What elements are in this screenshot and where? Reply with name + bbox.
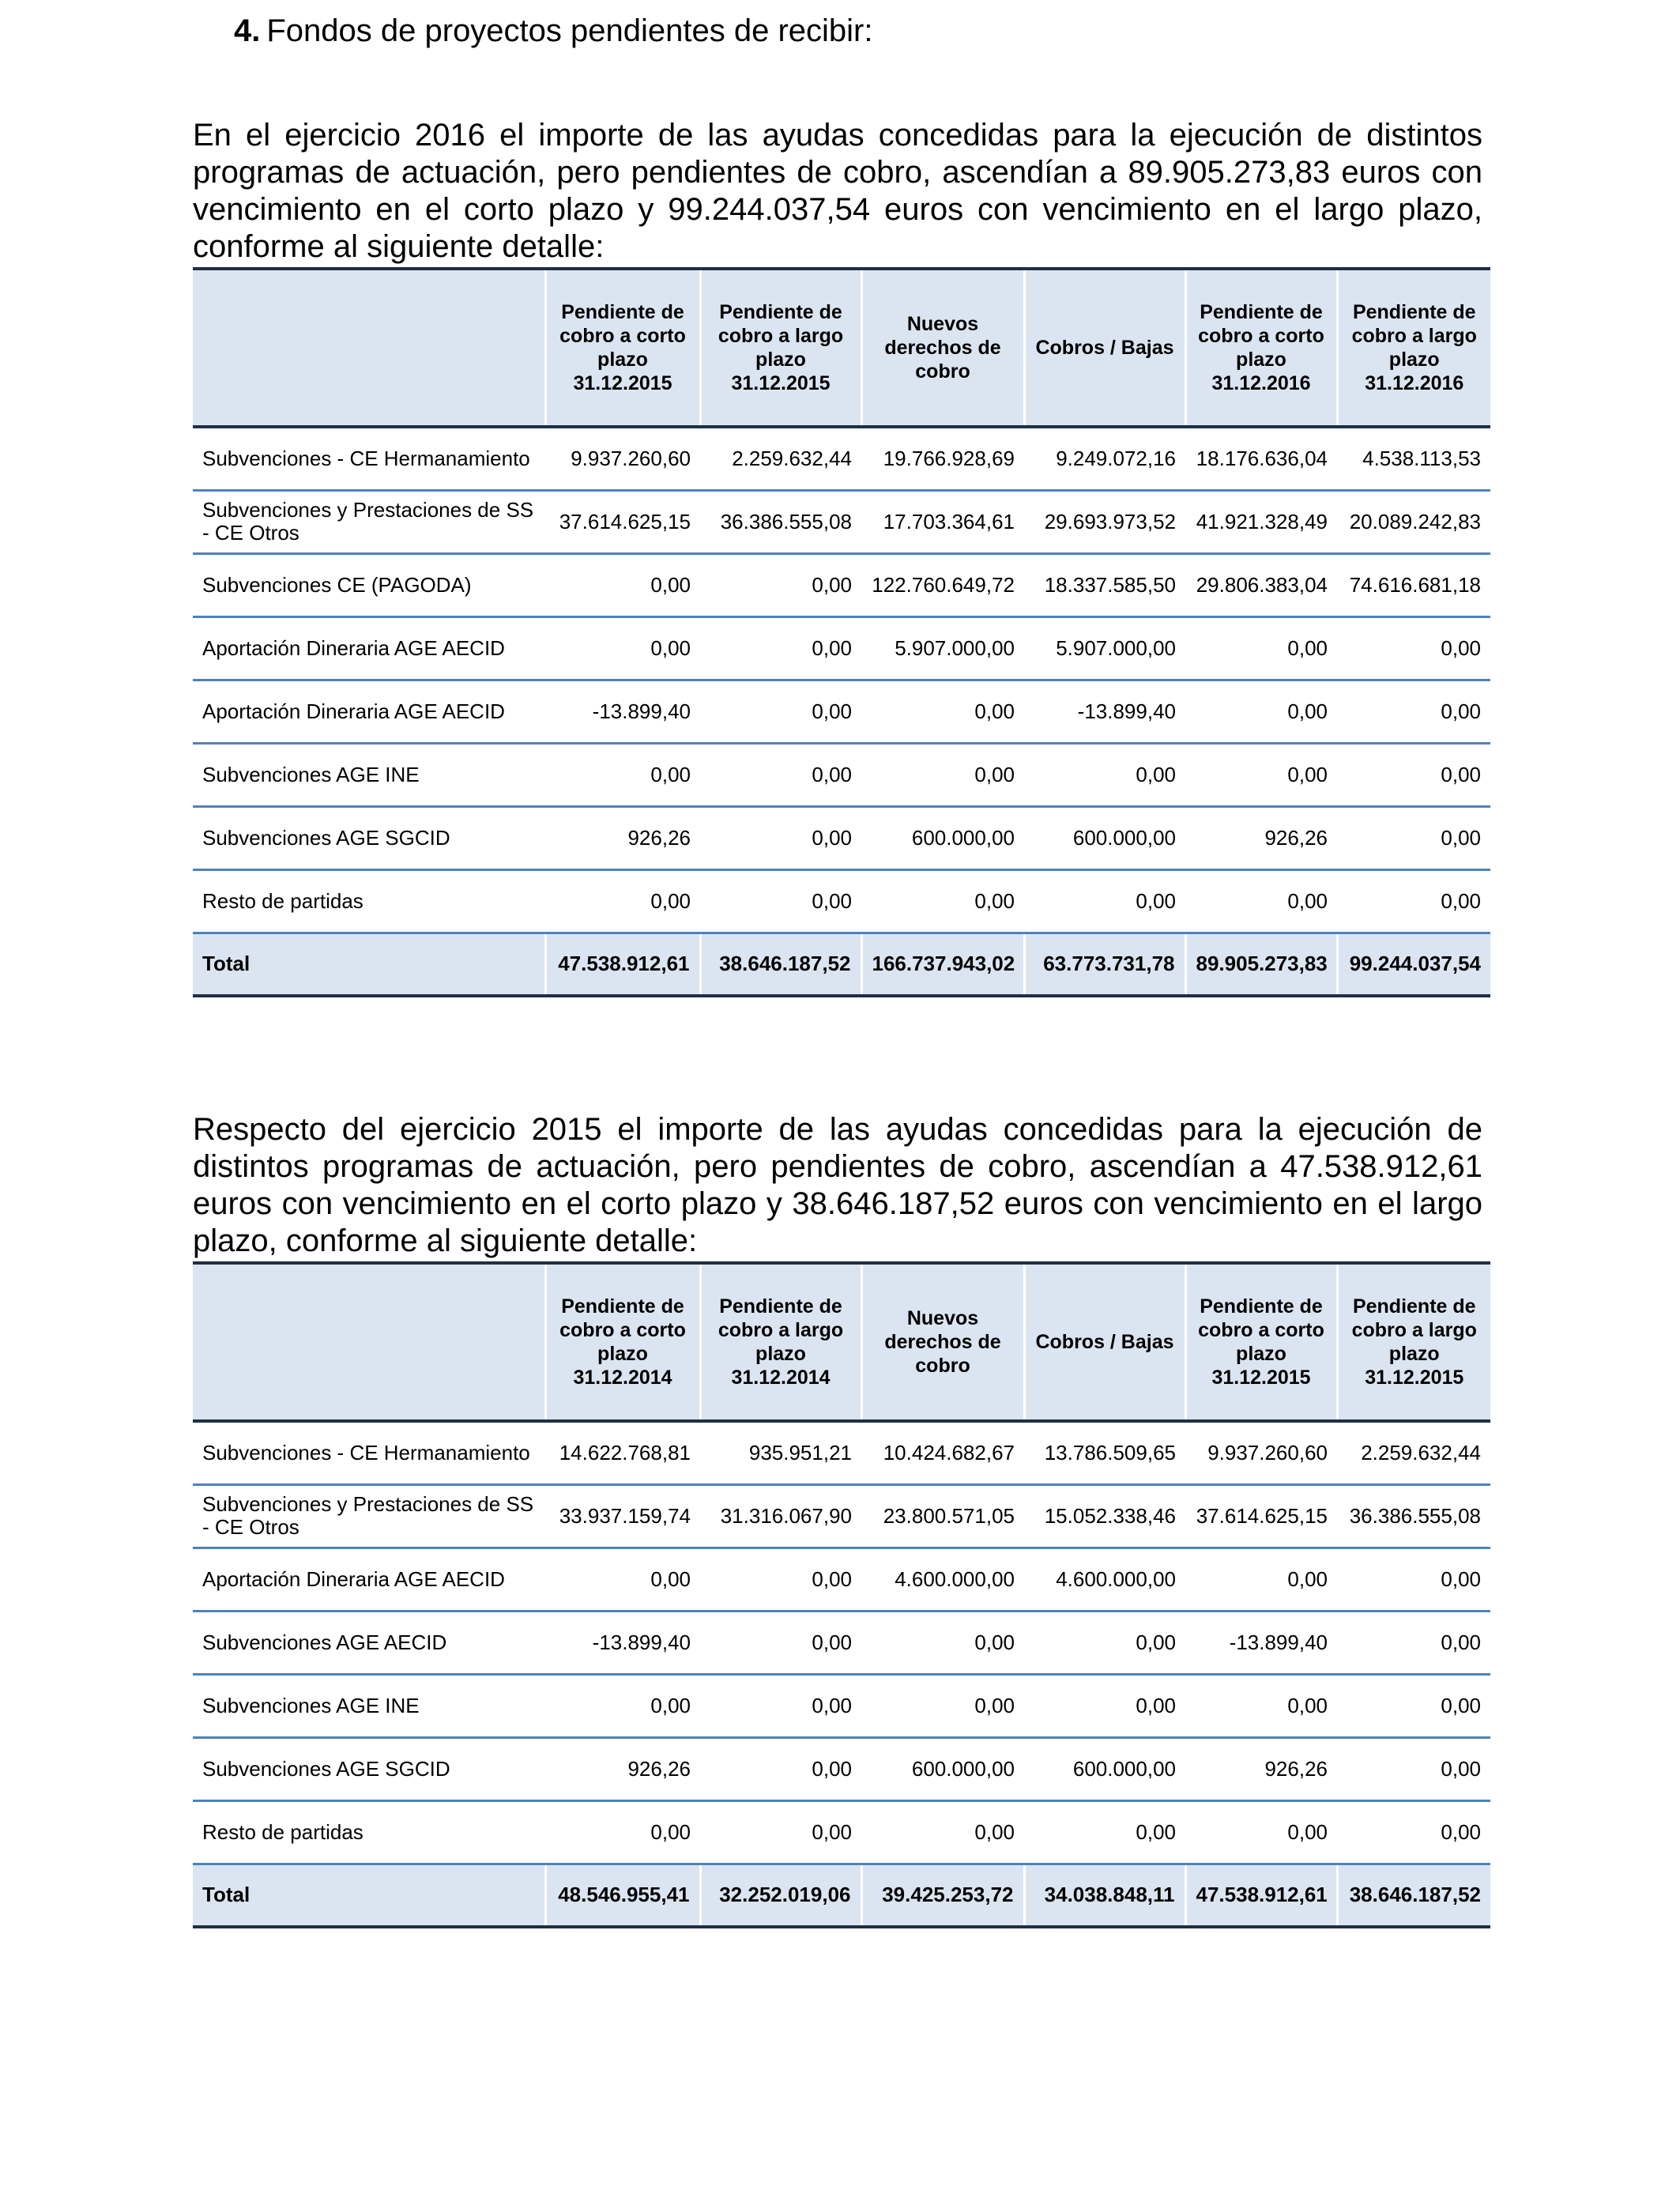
table-cell: 0,00 [1337,1800,1490,1864]
header-cell-label [193,1263,545,1421]
row-label: Subvenciones - CE Hermanamiento [193,1421,545,1484]
table-cell: 18.337.585,50 [1024,553,1185,616]
table-cell: 0,00 [1185,1800,1337,1864]
table-row [193,1611,1490,1674]
table-cell: 0,00 [1337,743,1490,806]
table-cell: 13.786.509,65 [1024,1421,1185,1484]
table-cell: 0,00 [545,869,700,933]
table-row [193,1421,1490,1484]
table-cell: 0,00 [545,553,700,616]
table-cell: 0,00 [1185,869,1337,933]
total-label: Total [193,1864,545,1927]
table-cell: 0,00 [545,1547,700,1611]
table-cell: 0,00 [861,1674,1024,1737]
table-cell: 23.800.571,05 [861,1484,1024,1547]
header-cell: Pendiente de cobro a corto plazo 31.12.2015 [1185,1263,1337,1421]
table-cell: 9.249.072,16 [1024,427,1185,490]
table-cell: 122.760.649,72 [861,553,1024,616]
total-cell: 89.905.273,83 [1185,933,1337,996]
section-heading [234,11,873,51]
total-cell: 34.038.848,11 [1024,1864,1185,1927]
table-cell: 0,00 [1337,806,1490,869]
total-cell: 63.773.731,78 [1024,933,1185,996]
header-cell: Pendiente de cobro a largo plazo 31.12.2014 [700,1263,861,1421]
table-cell: 926,26 [545,806,700,869]
table-cell: 926,26 [1185,1737,1337,1800]
table-row [193,1484,1490,1547]
total-cell: 99.244.037,54 [1337,933,1490,996]
table-cell: 36.386.555,08 [700,490,861,553]
table-cell: 0,00 [1185,1674,1337,1737]
table-cell: 19.766.928,69 [861,427,1024,490]
table-cell: 0,00 [700,1547,861,1611]
table-cell: 0,00 [1337,869,1490,933]
total-cell: 39.425.253,72 [861,1864,1024,1927]
table-cell: -13.899,40 [1024,680,1185,743]
table-cell: 0,00 [1024,869,1185,933]
table-cell: 0,00 [700,1737,861,1800]
table-cell: 14.622.768,81 [545,1421,700,1484]
table-row [193,743,1490,806]
table-row [193,1800,1490,1864]
table-cell: 0,00 [700,1674,861,1737]
row-label: Subvenciones AGE INE [193,1674,545,1737]
header-cell: Pendiente de cobro a corto plazo 31.12.2016 [1185,269,1337,427]
row-label: Subvenciones y Prestaciones de SS - CE Otros [193,490,545,553]
table-cell: 0,00 [1185,743,1337,806]
row-label: Aportación Dineraria AGE AECID [193,616,545,680]
row-label: Aportación Dineraria AGE AECID [193,680,545,743]
table-cell: 0,00 [700,743,861,806]
table-cell: 0,00 [1185,616,1337,680]
total-label: Total [193,933,545,996]
table-cell: 0,00 [1337,1547,1490,1611]
table-cell: 0,00 [545,1674,700,1737]
row-label: Subvenciones AGE SGCID [193,1737,545,1800]
table-cell: 0,00 [1024,1611,1185,1674]
total-cell: 48.546.955,41 [545,1864,700,1927]
table-cell: 9.937.260,60 [1185,1421,1337,1484]
table-cell: 0,00 [861,1800,1024,1864]
table-cell: 31.316.067,90 [700,1484,861,1547]
header-cell: Cobros / Bajas [1024,269,1185,427]
table-row [193,490,1490,553]
table-cell: 0,00 [700,616,861,680]
table-cell: 0,00 [700,680,861,743]
table-cell: 74.616.681,18 [1337,553,1490,616]
table-cell: 37.614.625,15 [1185,1484,1337,1547]
total-cell: 38.646.187,52 [700,933,861,996]
table-header-row [193,1263,1490,1421]
table-cell: 600.000,00 [1024,806,1185,869]
table-cell: 41.921.328,49 [1185,490,1337,553]
total-row [193,933,1490,996]
header-cell: Cobros / Bajas [1024,1263,1185,1421]
row-label: Subvenciones y Prestaciones de SS - CE Otros [193,1484,545,1547]
table-row [193,806,1490,869]
row-label: Subvenciones AGE INE [193,743,545,806]
table-cell: 15.052.338,46 [1024,1484,1185,1547]
table-row [193,427,1490,490]
table-row [193,553,1490,616]
row-label: Aportación Dineraria AGE AECID [193,1547,545,1611]
table-cell: 0,00 [545,616,700,680]
table-cell: 37.614.625,15 [545,490,700,553]
table-cell: 0,00 [1185,680,1337,743]
row-label: Subvenciones AGE SGCID [193,806,545,869]
table-cell: 926,26 [545,1737,700,1800]
header-cell: Nuevos derechos de cobro [861,269,1024,427]
table-cell: 600.000,00 [861,806,1024,869]
table-cell: -13.899,40 [545,680,700,743]
table-cell: 4.600.000,00 [1024,1547,1185,1611]
total-cell: 38.646.187,52 [1337,1864,1490,1927]
row-label: Resto de partidas [193,1800,545,1864]
table-cell: 20.089.242,83 [1337,490,1490,553]
total-row [193,1864,1490,1927]
row-label: Subvenciones - CE Hermanamiento [193,427,545,490]
table-cell: 0,00 [1185,1547,1337,1611]
row-label: Resto de partidas [193,869,545,933]
table-cell: 0,00 [1337,1611,1490,1674]
table-row [193,680,1490,743]
table-cell: 0,00 [700,1800,861,1864]
table-cell: 17.703.364,61 [861,490,1024,553]
table-cell: 29.693.973,52 [1024,490,1185,553]
section-number: 4. [234,13,261,48]
table-cell: 29.806.383,04 [1185,553,1337,616]
row-label: Subvenciones CE (PAGODA) [193,553,545,616]
header-cell: Pendiente de cobro a largo plazo 31.12.2015 [1337,1263,1490,1421]
table-cell: 0,00 [861,1611,1024,1674]
table-cell: 33.937.159,74 [545,1484,700,1547]
table-row [193,1547,1490,1611]
table-cell: 926,26 [1185,806,1337,869]
table-cell: 36.386.555,08 [1337,1484,1490,1547]
table-cell: 0,00 [861,869,1024,933]
table-cell: 0,00 [1337,1737,1490,1800]
table-cell: 0,00 [700,806,861,869]
header-cell: Pendiente de cobro a largo plazo 31.12.2015 [700,269,861,427]
table-cell: 4.538.113,53 [1337,427,1490,490]
table-cell: 0,00 [1337,616,1490,680]
table-cell: 0,00 [545,743,700,806]
header-cell: Pendiente de cobro a largo plazo 31.12.2016 [1337,269,1490,427]
table-cell: 0,00 [861,743,1024,806]
table-cell: 0,00 [1337,1674,1490,1737]
header-cell-label [193,269,545,427]
table-cell: 0,00 [700,1611,861,1674]
table-cell: 2.259.632,44 [1337,1421,1490,1484]
table-cell: 0,00 [1024,1674,1185,1737]
table-cell: 0,00 [700,869,861,933]
table-header-row [193,269,1490,427]
total-cell: 166.737.943,02 [861,933,1024,996]
table-2015 [193,1261,1490,1928]
table-cell: 0,00 [700,553,861,616]
table-cell: 0,00 [545,1800,700,1864]
table-cell: 9.937.260,60 [545,427,700,490]
total-cell: 47.538.912,61 [1185,1864,1337,1927]
table-cell: 600.000,00 [1024,1737,1185,1800]
table-row [193,616,1490,680]
table-cell: 5.907.000,00 [1024,616,1185,680]
table-cell: 0,00 [1024,1800,1185,1864]
table-cell: 18.176.636,04 [1185,427,1337,490]
table-cell: 0,00 [861,680,1024,743]
paragraph-2016: En el ejercicio 2016 el importe de las ayudas concedidas para la ejecución de distintos programas de actuación, pero pendientes de cobro, ascendían a 89.905.273,83 euros con vencimiento en el corto plazo y 99.244.037,54 euros con vencimiento en el largo plazo, conforme al siguiente detalle: [193,118,1482,264]
table-cell: 0,00 [1024,743,1185,806]
table-cell: 4.600.000,00 [861,1547,1024,1611]
total-cell: 47.538.912,61 [545,933,700,996]
table-cell: 935.951,21 [700,1421,861,1484]
total-cell: 32.252.019,06 [700,1864,861,1927]
row-label: Subvenciones AGE AECID [193,1611,545,1674]
table-cell: 5.907.000,00 [861,616,1024,680]
table-cell: 2.259.632,44 [700,427,861,490]
table-cell: -13.899,40 [1185,1611,1337,1674]
table-row [193,1674,1490,1737]
table-cell: 10.424.682,67 [861,1421,1024,1484]
table-row [193,1737,1490,1800]
table-row [193,869,1490,933]
section-title: Fondos de proyectos pendientes de recibir: [266,13,873,48]
header-cell: Nuevos derechos de cobro [861,1263,1024,1421]
table-cell: 600.000,00 [861,1737,1024,1800]
header-cell: Pendiente de cobro a corto plazo 31.12.2014 [545,1263,700,1421]
table-cell: 0,00 [1337,680,1490,743]
table-2016 [193,267,1490,997]
table-cell: -13.899,40 [545,1611,700,1674]
header-cell: Pendiente de cobro a corto plazo 31.12.2015 [545,269,700,427]
paragraph-2015: Respecto del ejercicio 2015 el importe de las ayudas concedidas para la ejecución de distintos programas de actuación, pero pendientes de cobro, ascendían a 47.538.912,61 euros con vencimiento en el corto plazo y 38.646.187,52 euros con vencimiento en el largo plazo, conforme al siguiente detalle: [193,1112,1482,1258]
